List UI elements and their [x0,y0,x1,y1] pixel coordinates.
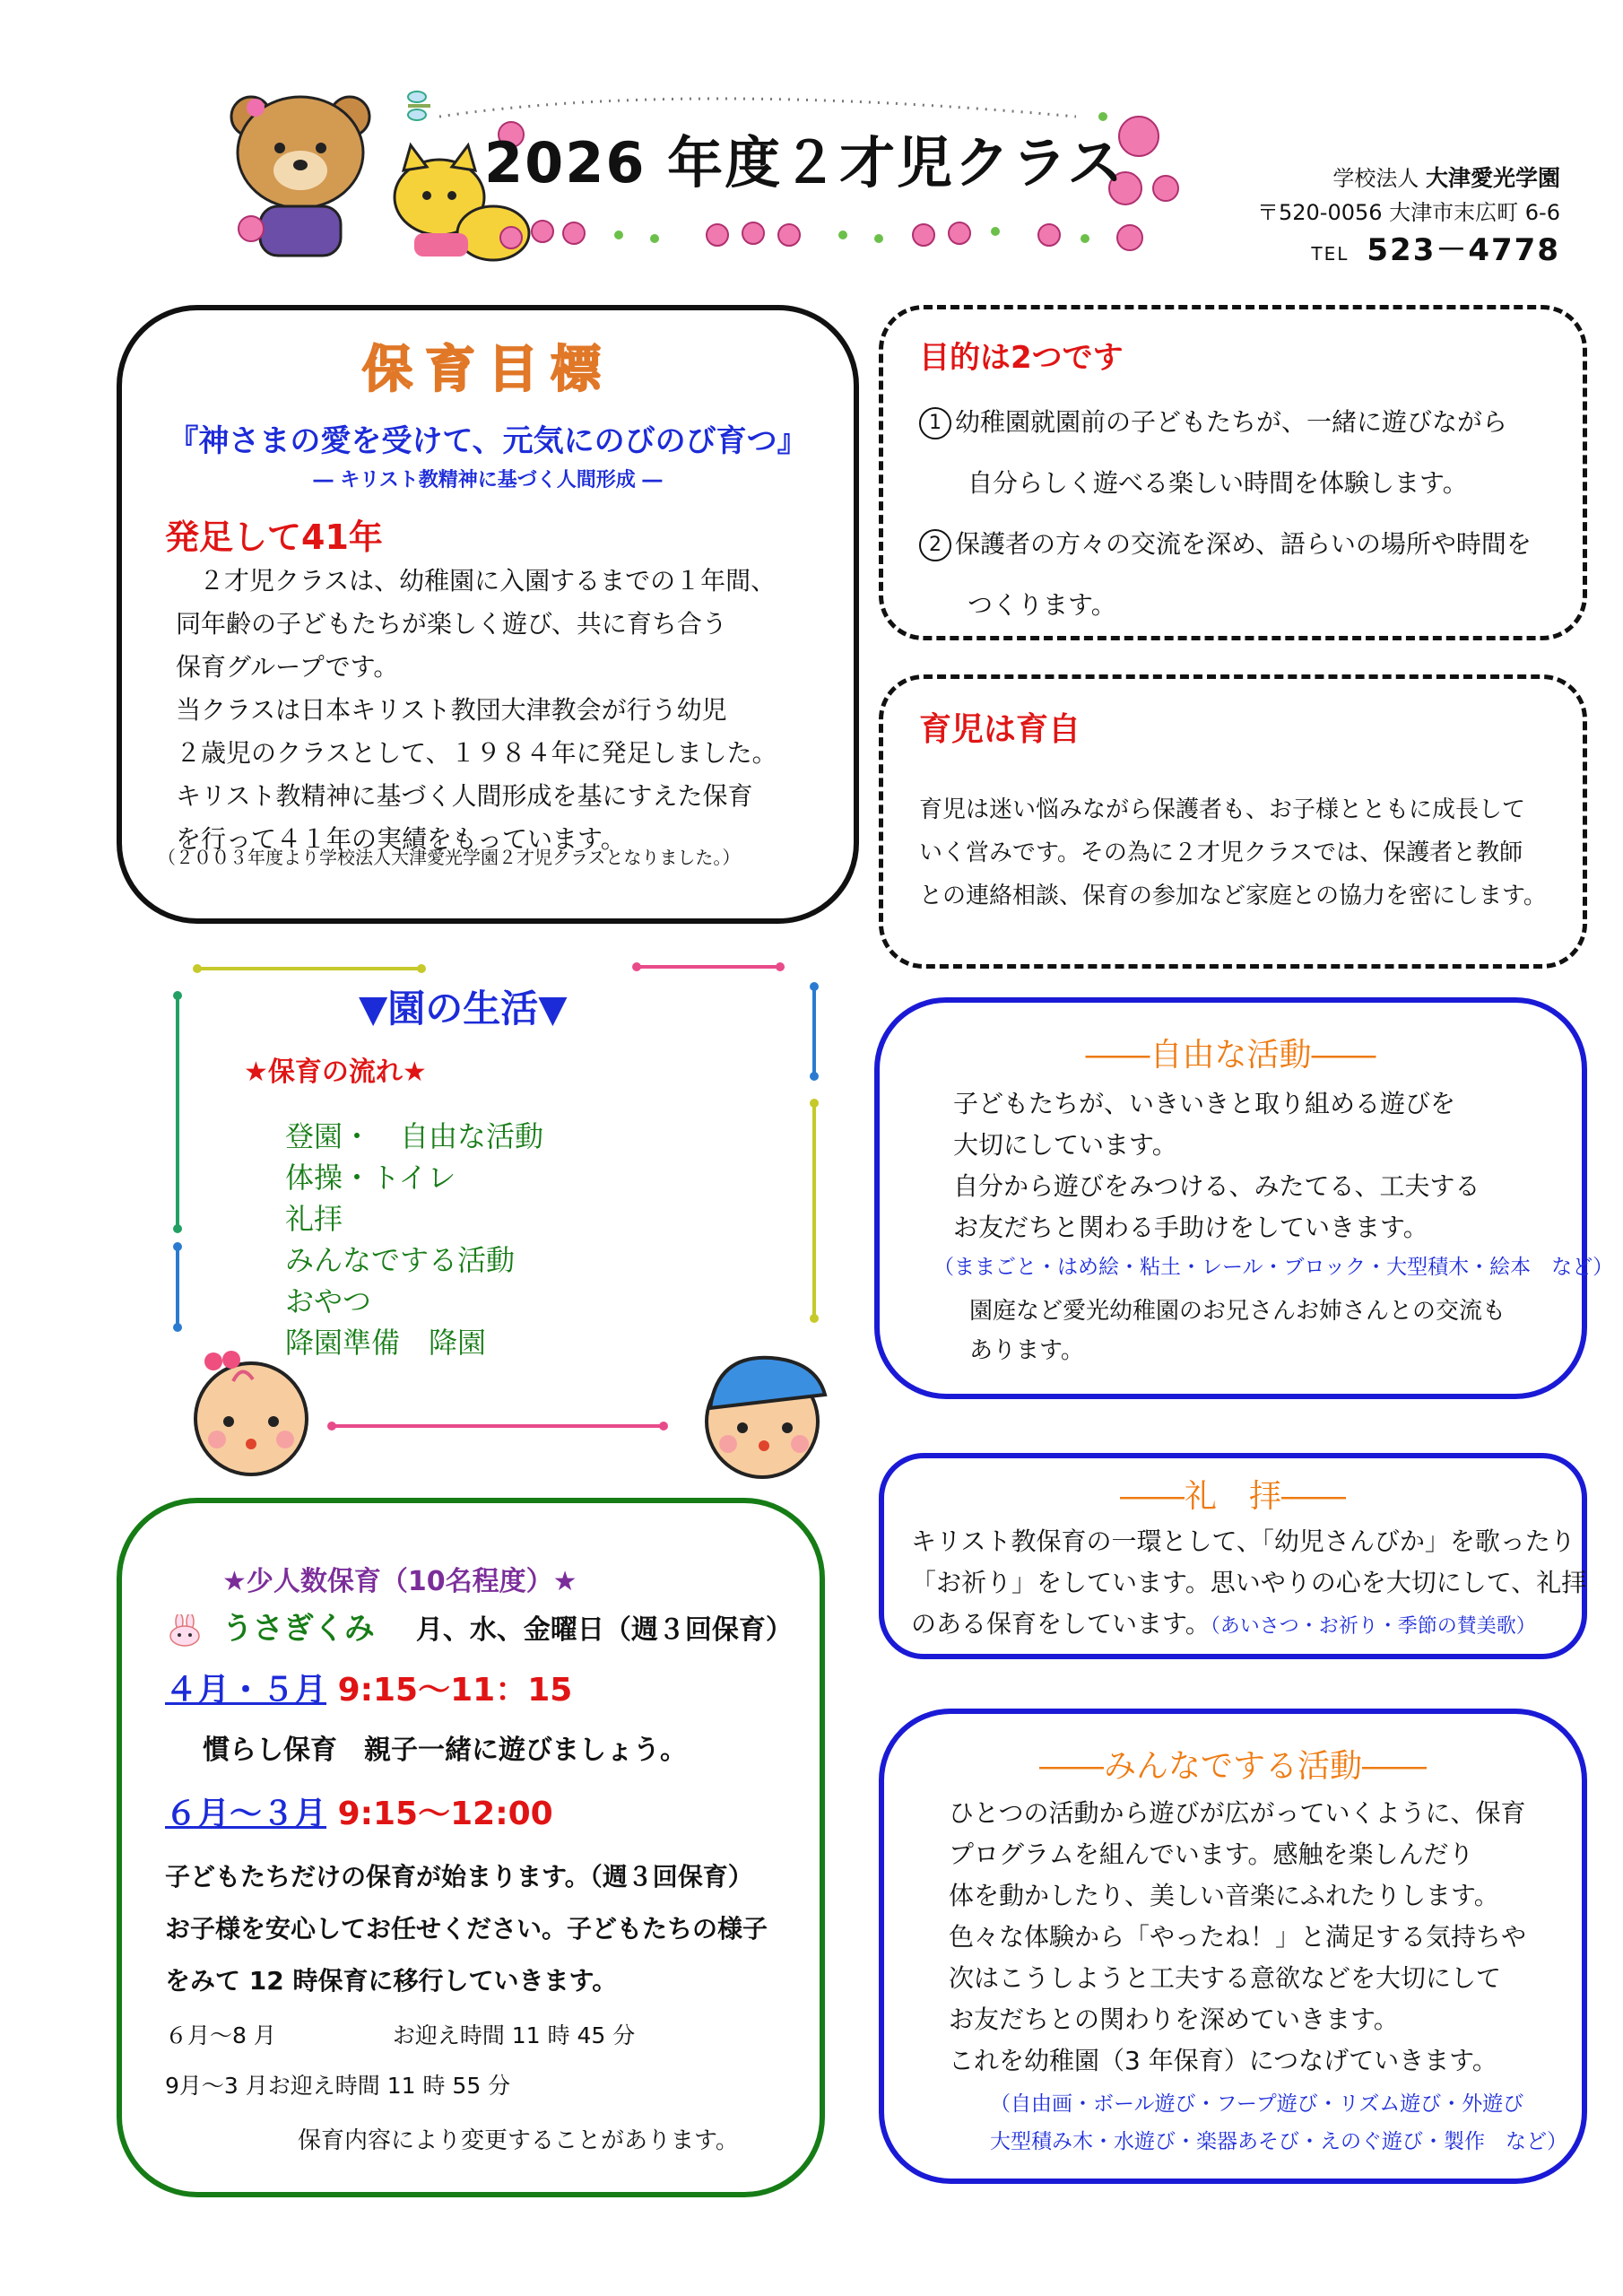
free-activity-box [874,997,1614,1399]
goal-motto: 『神さまの愛を受けて、元気にのびのび育つ』 [168,423,808,459]
free-activity-body [953,1083,1480,1248]
pickup-time: お迎え時間 11 時 45 分 [392,2022,636,2048]
worship-line: 「お祈り」をしています。思いやりの心を大切にして、礼拝 [911,1568,1587,1597]
page-title: 2026 年度２才児クラス [484,130,1125,196]
pickup-period: ６月～8 月 [165,2022,276,2048]
ikuji-line: との連絡相談、保育の参加など家庭との協力を密にします。 [919,883,1547,909]
goal-line: ２歳児のクラスとして、１９８４年に発足しました。 [176,738,777,768]
small-group-heading: ★少人数保育（10名程度）★ [222,1566,577,1597]
group-line: お友だちとの関わりを深めていきます。 [949,2005,1399,2034]
free-activity-heading: ――自由な活動―― [1085,1037,1376,1074]
dragonfly-icon [408,91,430,120]
ikuji-body [919,788,1547,918]
group-activity-heading: ――みんなでする活動―― [1038,1748,1427,1785]
ikuji-heading: 育児は育自 [919,711,1081,748]
class-days: 月、水、金曜日（週３回保育） [415,1614,793,1646]
period-1-label: ４月・５月 [165,1672,327,1709]
period-2-body [165,1851,768,2007]
list-item: 体操・トイレ [285,1161,456,1195]
free-line: 大切にしています。 [953,1130,1177,1160]
baby-girl-icon [179,1345,323,1480]
period-1-time: 9:15～11：15 [337,1672,573,1709]
group-activity-body [949,1793,1526,2082]
school-tel-line [1257,233,1560,271]
purpose-text: つくります。 [968,590,1116,620]
free-line: 子どもたちが、いきいきと取り組める遊びを [953,1089,1456,1118]
period-2 [165,1788,553,1834]
circled-number: 2 [919,529,951,561]
group-line: これを幼稚園（3 年保育）につなげていきます。 [949,2046,1497,2075]
circled-number: 1 [919,407,951,439]
corp-prefix: 学校法人 [1332,166,1419,191]
ikuji-line: 育児は迷い悩みながら保護者も、お子様とともに成長して [919,796,1526,823]
goal-line: 当クラスは日本キリスト教団大津教会が行う幼児 [176,695,727,725]
worship-heading: ――礼 拝―― [1119,1478,1346,1515]
pickup-line: 9月～3 月お迎え時間 11 時 55 分 [165,2073,511,2099]
purpose-box [879,305,1587,640]
life-schedule-list [285,1116,543,1363]
purpose-text: 自分らしく遊べる楽しい時間を体験します。 [968,468,1468,498]
purpose-text: 保護者の方々の交流を深め、語らいの場所や時間を [955,529,1532,559]
period-1-text: 慣らし保育 親子一緒に遊びましょう。 [203,1735,687,1766]
list-item: おやつ [285,1284,372,1318]
ikuji-line: いく営みです。その為に２才児クラスでは、保護者と教師 [919,839,1523,866]
tel-number: 523－4778 [1367,232,1560,268]
pickup-line [165,2011,635,2061]
goal-line: キリスト教精神に基づく人間形成を基にすえた保育 [176,781,753,811]
class-name: うさぎくみ [221,1611,375,1647]
list-item: 礼拝 [285,1202,343,1236]
small-group-note: 保育内容により変更することがあります。 [298,2127,739,2154]
period-2-line: をみて 12 時保育に移行していきます。 [165,1966,618,1996]
school-name: 大津愛光学園 [1425,165,1560,191]
worship-line [911,1604,1586,1648]
purpose-item-1 [919,392,1532,453]
period-2-label: ６月～３月 [165,1796,327,1832]
list-item: みんなでする活動 [285,1243,516,1277]
free-activity-examples: （ままごと・はめ絵・粘土・レール・ブロック・大型積木・絵本 など） [933,1256,1614,1279]
tel-label: TEL [1311,243,1350,265]
purpose-item-2 [919,514,1532,575]
free-line: 園庭など愛光幼稚園のお兄さんお姉さんとの交流も [969,1298,1506,1325]
example-line: （自由画・ボール遊び・フープ遊び・リズム遊び・外遊び [990,2092,1524,2116]
worship-line-text: のある保育をしています。 [911,1609,1211,1639]
school-address: 〒520-0056 大津市末広町 6-6 [1256,200,1560,225]
goal-line: ２才児クラスは、幼稚園に入園するまでの１年間、 [199,566,777,596]
purpose-text: 幼稚園就園前の子どもたちが、一緒に遊びながら [955,407,1508,437]
class-line [167,1604,793,1648]
goal-title: 保育目標 [362,341,613,399]
free-line: あります。 [969,1337,1084,1364]
goal-line: 保育グループです。 [176,652,399,682]
ikuji-box [879,674,1587,969]
free-line: お友だちと関わる手助けをしていきます。 [953,1213,1428,1242]
free-activity-body-2 [969,1292,1506,1370]
example-line: 大型積み木・水遊び・楽器あそび・えのぐ遊び・製作 など） [990,2130,1567,2153]
list-item: 降園準備 降園 [285,1326,487,1360]
purpose-heading: 目的は2つです [919,340,1124,376]
period-2-line: 子どもたちだけの保育が始まります。（週３回保育） [165,1862,753,1892]
period-1 [165,1665,572,1710]
pickup-times [165,2011,635,2111]
goal-heading: 発足して41年 [165,517,383,557]
list-item: 登園・ 自由な活動 [285,1119,544,1153]
group-line: プログラムを組んでいます。感触を楽しんだり [949,1839,1474,1869]
worship-body [911,1521,1586,1648]
group-activity-box [879,1709,1587,2184]
worship-note: （あいさつ・お祈り・季節の賛美歌） [1210,1615,1536,1638]
group-activity-examples [990,2085,1567,2161]
goal-subtitle: ― キリスト教精神に基づく人間形成 ― [313,469,663,491]
goal-line: を行って４１年の実績をもっています。 [176,824,626,854]
group-line: 色々な体験から「やったね！」と満足する気持ちや [949,1922,1527,1952]
group-line: 次はこうしようと工夫する意欲などを大切にして [949,1963,1502,1993]
goal-note: （２００３年度より学校法人大津愛光学園２才児クラスとなりました。） [158,847,741,868]
period-2-time: 9:15～12:00 [337,1796,553,1832]
period-2-line: お子様を安心してお任せください。子どもたちの様子 [165,1914,768,1944]
life-subtitle: ★保育の流れ★ [244,1057,427,1088]
school-name-line [1257,161,1560,196]
free-line: 自分から遊びをみつける、みたてる、工夫する [953,1171,1480,1201]
rabbit-icon [167,1614,206,1647]
school-info [1257,161,1560,271]
group-line: 体を動かしたり、美しい音楽にふれたりします。 [949,1881,1499,1910]
small-group-box [117,1498,825,2197]
group-line: ひとつの活動から遊びが広がっていくように、保育 [949,1798,1526,1828]
life-title: ▼園の生活▼ [359,987,568,1031]
worship-line: キリスト教保育の一環として、「幼児さんびか」を歌ったり [911,1526,1575,1556]
worship-box [879,1453,1587,1659]
baby-boy-icon [690,1345,843,1480]
purpose-body [919,392,1532,636]
goal-box [117,305,859,924]
goal-line: 同年齢の子どもたちが楽しく遊び、共に育ち合う [176,609,727,639]
goal-body [176,560,777,861]
